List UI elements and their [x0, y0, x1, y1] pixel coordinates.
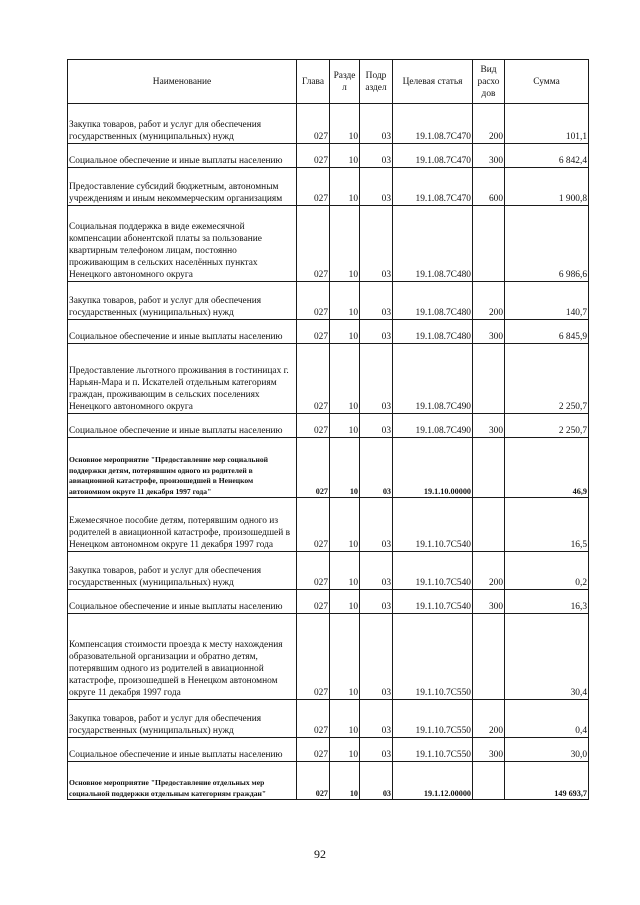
row-glava: 027 [297, 104, 330, 144]
row-name: Основное мероприятие "Предоставление отдельных мер социальной поддержки отдельным категориям граждан" [68, 762, 297, 800]
table-row [68, 614, 589, 700]
row-tselevaya-statya: 19.1.10.7С540 [393, 498, 473, 552]
row-name: Закупка товаров, работ и услуг для обеспечения государственных (муниципальных) нужд [68, 552, 297, 590]
row-razdel: 10 [330, 738, 360, 762]
row-name: Социальное обеспечение и иные выплаты населению [68, 590, 297, 614]
row-podrazdel: 03 [360, 168, 393, 206]
row-podrazdel: 03 [360, 282, 393, 320]
row-summa: 0,2 [505, 552, 589, 590]
row-tselevaya-statya: 19.1.10.7С540 [393, 590, 473, 614]
row-name: Основное мероприятие "Предоставление мер социальной поддержки детям, потерявшим одного из родителей в авиационной катастрофе, произошедшей в Ненецком автономном округе 11 декабря 1997 года" [68, 438, 297, 498]
table-row [68, 762, 589, 800]
row-summa: 140,7 [505, 282, 589, 320]
table-row [68, 738, 589, 762]
row-tselevaya-statya: 19.1.08.7С490 [393, 344, 473, 414]
row-vid-raskhodov [473, 206, 505, 282]
row-name: Закупка товаров, работ и услуг для обеспечения государственных (муниципальных) нужд [68, 104, 297, 144]
row-tselevaya-statya: 19.1.10.7С550 [393, 614, 473, 700]
row-vid-raskhodov: 300 [473, 590, 505, 614]
row-razdel: 10 [330, 614, 360, 700]
header-glava: Глава [297, 60, 330, 104]
row-name: Предоставление субсидий бюджетным, автономным учреждениям и иным некоммерческим организациям [68, 168, 297, 206]
row-tselevaya-statya: 19.1.08.7С470 [393, 144, 473, 168]
row-glava: 027 [297, 282, 330, 320]
row-vid-raskhodov [473, 344, 505, 414]
row-name: Социальное обеспечение и иные выплаты населению [68, 320, 297, 344]
row-podrazdel: 03 [360, 498, 393, 552]
row-podrazdel: 03 [360, 762, 393, 800]
row-glava: 027 [297, 738, 330, 762]
row-razdel: 10 [330, 320, 360, 344]
row-razdel: 10 [330, 168, 360, 206]
row-tselevaya-statya: 19.1.12.00000 [393, 762, 473, 800]
row-name: Социальное обеспечение и иные выплаты населению [68, 414, 297, 438]
row-tselevaya-statya: 19.1.10.00000 [393, 438, 473, 498]
table-row [68, 104, 589, 144]
table-row [68, 282, 589, 320]
row-podrazdel: 03 [360, 344, 393, 414]
table-row [68, 168, 589, 206]
header-vid-raskhodov: Вид расхо дов [473, 60, 505, 104]
header-name: Наименование [68, 60, 297, 104]
row-vid-raskhodov [473, 614, 505, 700]
row-glava: 027 [297, 320, 330, 344]
row-vid-raskhodov: 200 [473, 700, 505, 738]
row-summa: 16,5 [505, 498, 589, 552]
row-razdel: 10 [330, 104, 360, 144]
row-podrazdel: 03 [360, 320, 393, 344]
row-summa: 2 250,7 [505, 344, 589, 414]
table-row [68, 320, 589, 344]
row-razdel: 10 [330, 438, 360, 498]
row-glava: 027 [297, 414, 330, 438]
row-vid-raskhodov: 200 [473, 104, 505, 144]
row-razdel: 10 [330, 700, 360, 738]
row-razdel: 10 [330, 206, 360, 282]
row-glava: 027 [297, 168, 330, 206]
row-glava: 027 [297, 206, 330, 282]
table-row [68, 552, 589, 590]
row-summa: 0,4 [505, 700, 589, 738]
row-vid-raskhodov: 300 [473, 144, 505, 168]
row-name: Компенсация стоимости проезда к месту нахождения образовательной организации и обратно детям, потерявшим одного из родителей в авиационной катастрофе, произошедшей в Ненецком автономном округе 11 декабря 1997 года [68, 614, 297, 700]
row-razdel: 10 [330, 144, 360, 168]
row-razdel: 10 [330, 498, 360, 552]
table-row [68, 590, 589, 614]
page-number: 92 [314, 847, 326, 861]
row-podrazdel: 03 [360, 614, 393, 700]
row-summa: 6 986,6 [505, 206, 589, 282]
row-podrazdel: 03 [360, 438, 393, 498]
row-summa: 6 845,9 [505, 320, 589, 344]
header-podrazdel: Подр аздел [360, 60, 393, 104]
row-summa: 46,9 [505, 438, 589, 498]
row-podrazdel: 03 [360, 738, 393, 762]
row-razdel: 10 [330, 414, 360, 438]
budget-table [67, 59, 589, 800]
row-name: Социальная поддержка в виде ежемесячной компенсации абонентской платы за пользование квартирным телефоном лицам, постоянно проживающим в сельских населённых пунктах Ненецкого автономного округа [68, 206, 297, 282]
row-tselevaya-statya: 19.1.08.7С470 [393, 104, 473, 144]
row-summa: 6 842,4 [505, 144, 589, 168]
row-glava: 027 [297, 498, 330, 552]
row-vid-raskhodov [473, 762, 505, 800]
header-razdel: Разде л [330, 60, 360, 104]
row-podrazdel: 03 [360, 590, 393, 614]
row-glava: 027 [297, 590, 330, 614]
row-tselevaya-statya: 19.1.10.7С550 [393, 700, 473, 738]
table-header-row [68, 60, 589, 104]
row-vid-raskhodov: 300 [473, 320, 505, 344]
row-tselevaya-statya: 19.1.08.7С480 [393, 206, 473, 282]
row-name: Предоставление льготного проживания в гостиницах г. Нарьян-Мара и п. Искателей отдельным категориям граждан, проживающим в сельских поселениях Ненецкого автономного округа [68, 344, 297, 414]
row-razdel: 10 [330, 762, 360, 800]
row-tselevaya-statya: 19.1.08.7С480 [393, 320, 473, 344]
row-name: Социальное обеспечение и иные выплаты населению [68, 738, 297, 762]
row-vid-raskhodov [473, 498, 505, 552]
row-vid-raskhodov: 300 [473, 414, 505, 438]
row-summa: 149 693,7 [505, 762, 589, 800]
row-summa: 16,3 [505, 590, 589, 614]
row-summa: 30,0 [505, 738, 589, 762]
row-razdel: 10 [330, 552, 360, 590]
table-row [68, 344, 589, 414]
row-razdel: 10 [330, 590, 360, 614]
row-podrazdel: 03 [360, 206, 393, 282]
row-razdel: 10 [330, 282, 360, 320]
row-tselevaya-statya: 19.1.08.7С470 [393, 168, 473, 206]
row-summa: 30,4 [505, 614, 589, 700]
table-row [68, 700, 589, 738]
row-podrazdel: 03 [360, 104, 393, 144]
table-row [68, 206, 589, 282]
header-summa: Сумма [505, 60, 589, 104]
row-podrazdel: 03 [360, 144, 393, 168]
row-summa: 1 900,8 [505, 168, 589, 206]
row-summa: 2 250,7 [505, 414, 589, 438]
row-name: Ежемесячное пособие детям, потерявшим одного из родителей в авиационной катастрофе, произошедшей в Ненецком автономном округе 11 декабря 1997 года [68, 498, 297, 552]
row-glava: 027 [297, 438, 330, 498]
row-glava: 027 [297, 614, 330, 700]
row-vid-raskhodov: 200 [473, 282, 505, 320]
row-name: Закупка товаров, работ и услуг для обеспечения государственных (муниципальных) нужд [68, 700, 297, 738]
row-name: Закупка товаров, работ и услуг для обеспечения государственных (муниципальных) нужд [68, 282, 297, 320]
row-glava: 027 [297, 344, 330, 414]
row-vid-raskhodov [473, 438, 505, 498]
row-podrazdel: 03 [360, 700, 393, 738]
row-tselevaya-statya: 19.1.08.7С490 [393, 414, 473, 438]
row-vid-raskhodov: 600 [473, 168, 505, 206]
row-vid-raskhodov: 300 [473, 738, 505, 762]
row-podrazdel: 03 [360, 552, 393, 590]
row-glava: 027 [297, 762, 330, 800]
header-tselevaya-statya: Целевая статья [393, 60, 473, 104]
row-glava: 027 [297, 552, 330, 590]
row-tselevaya-statya: 19.1.10.7С550 [393, 738, 473, 762]
row-podrazdel: 03 [360, 414, 393, 438]
table-row [68, 414, 589, 438]
row-glava: 027 [297, 144, 330, 168]
row-name: Социальное обеспечение и иные выплаты населению [68, 144, 297, 168]
table-row [68, 144, 589, 168]
row-glava: 027 [297, 700, 330, 738]
row-tselevaya-statya: 19.1.10.7С540 [393, 552, 473, 590]
row-summa: 101,1 [505, 104, 589, 144]
table-row [68, 498, 589, 552]
table-row [68, 438, 589, 498]
row-razdel: 10 [330, 344, 360, 414]
row-tselevaya-statya: 19.1.08.7С480 [393, 282, 473, 320]
row-vid-raskhodov: 200 [473, 552, 505, 590]
